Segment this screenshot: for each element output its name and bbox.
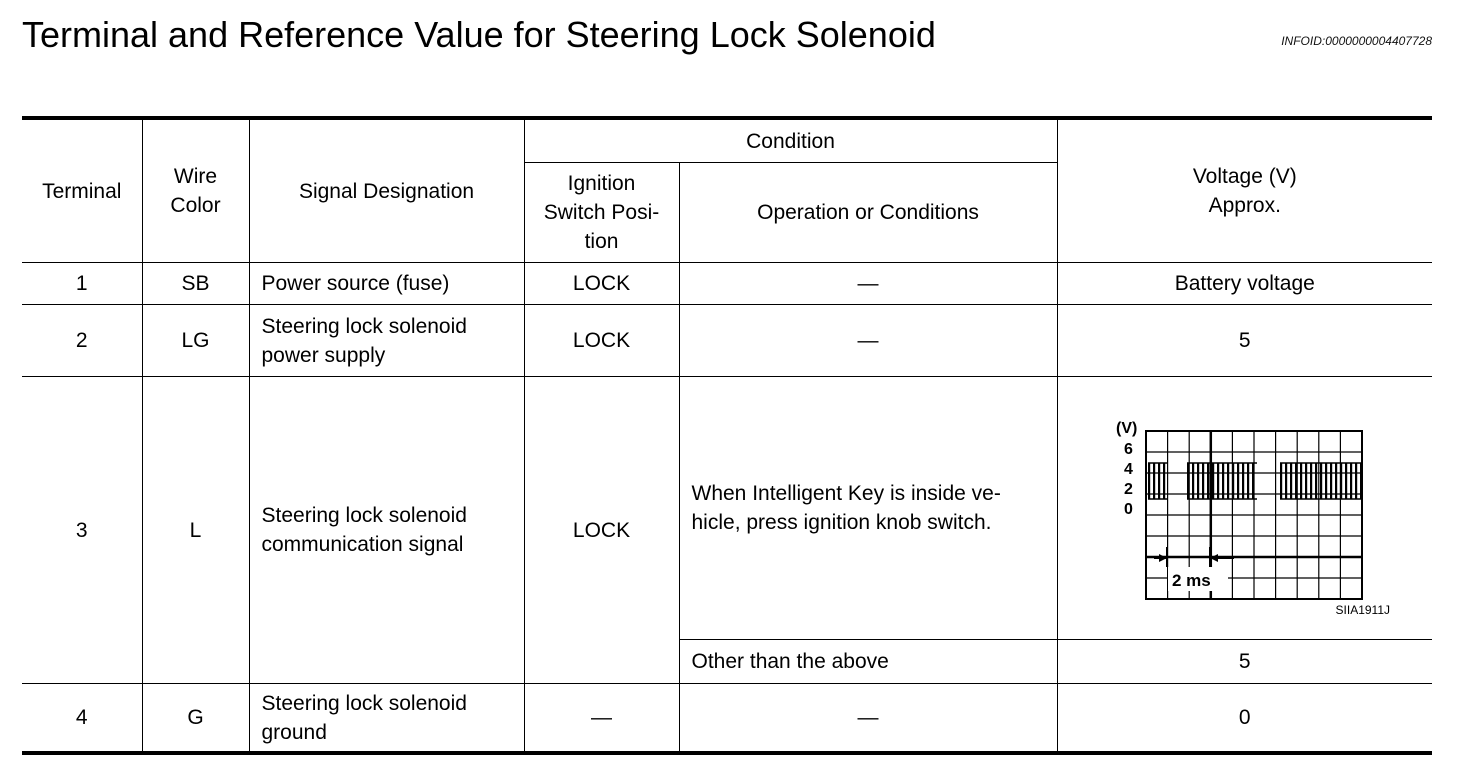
pulse-bar — [1187, 463, 1189, 499]
header-row — [22, 118, 1432, 163]
wire-cell: LG — [142, 305, 249, 377]
header-voltage-line1: Voltage (V) — [1192, 165, 1297, 188]
table-row — [22, 263, 1432, 305]
header-wire-color-line2: Color — [170, 194, 221, 217]
table-row — [22, 684, 1432, 754]
pulse-bar — [1192, 463, 1194, 499]
pulse-bar — [1202, 463, 1204, 499]
header-wire-color — [142, 118, 249, 263]
pulse-bar — [1237, 463, 1239, 499]
pulse-bar — [1355, 463, 1357, 499]
ignition-cell: LOCK — [524, 263, 679, 305]
operation-cell: — — [679, 263, 1057, 305]
pulse-bar — [1345, 463, 1347, 499]
waveform-figure — [1058, 377, 1433, 639]
terminal-cell: 2 — [22, 305, 142, 377]
page-title: Terminal and Reference Value for Steering Lock Solenoid — [22, 14, 936, 55]
operation-cell: — — [679, 305, 1057, 377]
signal-cell — [249, 684, 524, 754]
waveform-graph — [1112, 417, 1372, 602]
waveform-y-tick: 2 — [1123, 481, 1133, 498]
pulse-bar — [1300, 463, 1302, 499]
voltage-cell: Battery voltage — [1057, 263, 1432, 305]
ignition-cell: — — [524, 684, 679, 754]
operation-cell — [679, 377, 1057, 640]
signal-line1: Steering lock solenoid — [261, 504, 467, 527]
operation-cell: Other than the above — [679, 640, 1057, 684]
waveform-y-tick: 0 — [1123, 501, 1133, 518]
header-signal-designation: Signal Designation — [249, 118, 524, 263]
pulse-bar — [1247, 463, 1249, 499]
header-voltage-line2: Approx. — [1208, 194, 1281, 217]
pulse-bar — [1217, 463, 1219, 499]
pulse-bar — [1340, 463, 1342, 499]
signal-line1: Steering lock solenoid — [261, 691, 467, 715]
pulse-bar — [1320, 463, 1322, 499]
pulse-bar — [1212, 463, 1214, 499]
header-ignition-line1: Ignition — [567, 172, 636, 195]
header-ignition-line2: Switch Posi- — [543, 201, 660, 224]
pulse-bar — [1197, 463, 1199, 499]
voltage-waveform-cell — [1057, 377, 1432, 640]
header-voltage — [1057, 118, 1432, 263]
header-terminal: Terminal — [22, 118, 142, 263]
pulse-bar — [1335, 463, 1337, 499]
pulse-bar — [1222, 463, 1224, 499]
signal-cell — [249, 305, 524, 377]
ignition-cell: LOCK — [524, 377, 679, 684]
waveform-unit-label: (V) — [1115, 420, 1137, 437]
pulse-bar — [1350, 463, 1352, 499]
voltage-cell: 0 — [1057, 684, 1432, 754]
voltage-cell: 5 — [1057, 305, 1432, 377]
pulse-bar — [1207, 463, 1209, 499]
header-operation: Operation or Conditions — [679, 163, 1057, 263]
header-condition: Condition — [524, 118, 1057, 163]
waveform-y-tick: 6 — [1123, 441, 1133, 458]
pulse-bar — [1227, 463, 1229, 499]
pulse-bar — [1285, 463, 1287, 499]
info-id: INFOID:0000000004407728 — [1281, 34, 1432, 48]
signal-line1: Steering lock solenoid — [261, 314, 467, 338]
operation-line2: hicle, press ignition knob switch. — [691, 511, 992, 534]
pulse-bar — [1242, 463, 1244, 499]
pulse-bar — [1252, 463, 1254, 499]
header-wire-color-line1: Wire — [173, 165, 218, 188]
terminal-reference-table — [22, 116, 1432, 755]
wire-cell: L — [142, 377, 249, 684]
waveform-y-tick: 4 — [1123, 461, 1133, 478]
pulse-bar — [1305, 463, 1307, 499]
wire-cell: SB — [142, 263, 249, 305]
voltage-cell: 5 — [1057, 640, 1432, 684]
wire-cell: G — [142, 684, 249, 754]
signal-cell: Power source (fuse) — [249, 263, 524, 305]
pulse-bar — [1232, 463, 1234, 499]
pulse-bar — [1163, 463, 1165, 499]
pulse-bar — [1330, 463, 1332, 499]
pulse-bar — [1153, 463, 1155, 499]
pulse-bar — [1280, 463, 1282, 499]
operation-line1: When Intelligent Key is inside ve- — [691, 482, 1001, 505]
pulse-bar — [1158, 463, 1160, 499]
signal-line2: power supply — [261, 343, 386, 367]
terminal-cell: 3 — [22, 377, 142, 684]
terminal-cell: 1 — [22, 263, 142, 305]
waveform-time-label: 2 ms — [1171, 571, 1211, 590]
signal-line2: communication signal — [261, 533, 464, 556]
header-ignition-line3: tion — [584, 230, 619, 253]
pulse-bar — [1360, 463, 1362, 499]
pulse-bar — [1148, 463, 1150, 499]
pulse-bar — [1310, 463, 1312, 499]
table-row — [22, 377, 1432, 640]
ignition-cell: LOCK — [524, 305, 679, 377]
figure-code: SIIA1911J — [1335, 603, 1391, 617]
header-ignition — [524, 163, 679, 263]
table-row — [22, 305, 1432, 377]
signal-line2: ground — [261, 720, 327, 744]
pulse-bar — [1295, 463, 1297, 499]
pulse-bar — [1325, 463, 1327, 499]
operation-cell: — — [679, 684, 1057, 754]
pulse-bar — [1315, 463, 1317, 499]
pulse-bar — [1290, 463, 1292, 499]
signal-cell — [249, 377, 524, 684]
terminal-cell: 4 — [22, 684, 142, 754]
